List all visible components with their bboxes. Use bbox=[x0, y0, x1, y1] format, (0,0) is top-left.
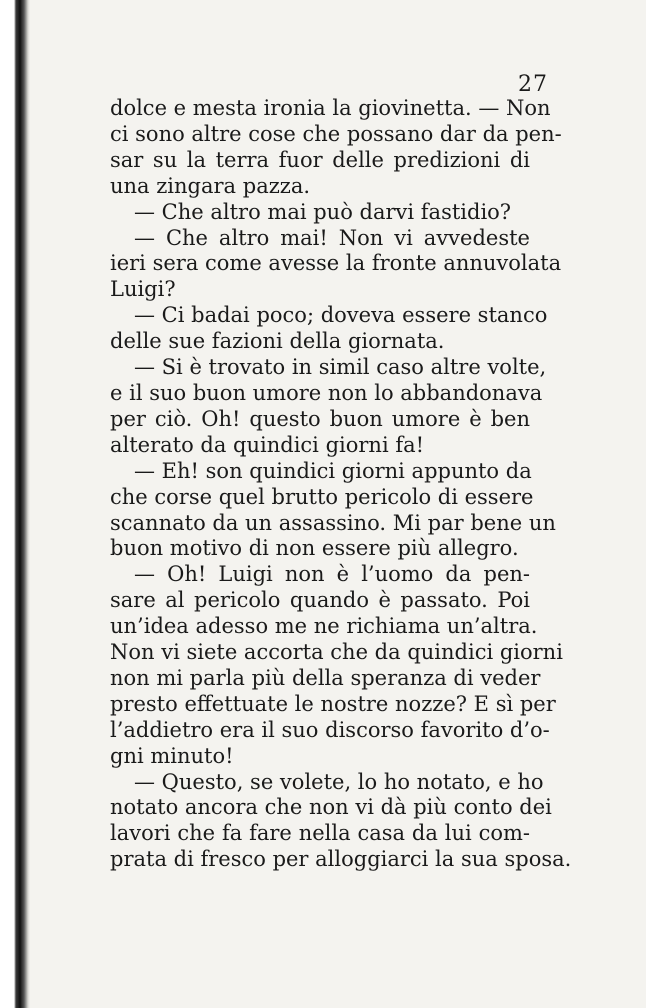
text-line: gni minuto! bbox=[110, 743, 234, 768]
text-line: — Oh! Luigi non è l’uomo da pen- bbox=[134, 562, 530, 587]
page-number: 27 bbox=[518, 72, 548, 97]
text-line: per ciò. Oh! questo buon umore è ben bbox=[110, 406, 530, 431]
text-line: sare al pericolo quando è passato. Poi bbox=[110, 588, 530, 613]
text-line: ieri sera come avesse la fronte annuvolata bbox=[110, 251, 562, 276]
text-line: — Eh! son quindici giorni appunto da bbox=[134, 458, 532, 483]
text-line: e il suo buon umore non lo abbandonava bbox=[110, 380, 543, 405]
text-line: notato ancora che non vi dà più conto dei bbox=[110, 795, 552, 820]
text-line: delle sue fazioni della giornata. bbox=[110, 329, 445, 354]
text-line: presto effettuate le nostre nozze? E sì per bbox=[110, 691, 556, 716]
text-line: che corse quel brutto pericolo di essere bbox=[110, 484, 534, 509]
text-line: — Questo, se volete, lo ho notato, e ho bbox=[134, 769, 544, 794]
text-line: un’idea adesso me ne richiama un’altra. bbox=[110, 614, 538, 639]
text-line: lavori che fa fare nella casa da lui com- bbox=[110, 821, 530, 846]
text-line: scannato da un assassino. Mi par bene un bbox=[110, 510, 556, 535]
text-line: — Che altro mai può darvi fastidio? bbox=[134, 199, 512, 224]
text-line: non mi parla più della speranza di veder bbox=[110, 665, 541, 690]
text-line: buon motivo di non essere più allegro. bbox=[110, 536, 519, 561]
text-line: ci sono altre cose che possano dar da pen- bbox=[110, 121, 562, 146]
text-line: — Si è trovato in simil caso altre volte, bbox=[134, 355, 547, 380]
text-line: una zingara pazza. bbox=[110, 173, 311, 198]
text-line: Luigi? bbox=[110, 277, 176, 302]
text-line: Non vi siete accorta che da quindici giorni bbox=[110, 640, 563, 665]
text-line: — Che altro mai! Non vi avvedeste bbox=[134, 225, 530, 250]
text-line: prata di fresco per alloggiarci la sua sposa. bbox=[110, 847, 572, 872]
text-line: sar su la terra fuor delle predizioni di bbox=[110, 147, 530, 172]
text-line: alterato da quindici giorni fa! bbox=[110, 432, 425, 457]
text-line: l’addietro era il suo discorso favorito d’o- bbox=[110, 717, 550, 742]
body-text bbox=[110, 96, 572, 873]
text-line: — Ci badai poco; doveva essere stanco bbox=[134, 303, 548, 328]
binding-edge bbox=[0, 0, 30, 1008]
text-line: dolce e mesta ironia la giovinetta. — Non bbox=[110, 96, 551, 120]
